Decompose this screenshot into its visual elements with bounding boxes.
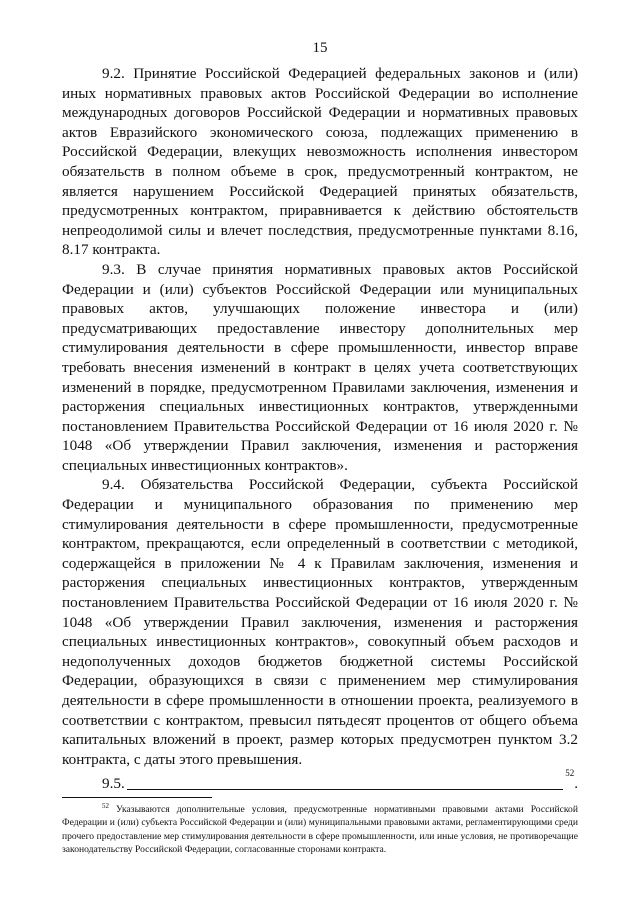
paragraph-9-3: 9.3. В случае принятия нормативных правовых актов Российской Федерации и (или) субъектов Российской Федерации или муниципальных правовых актов, улучшающих положение инвестора и (или) предусматривающих предоставление инвестору дополнительных мер стимулирования деятельности в сфере промышленности, инвестор вправе требовать внесения изменений в контракт в целях учета соответствующих изменений в порядке, предусмотренном Правилами заключения, изменения и расторжения специальных инвестиционных контрактов, утвержденными постановлением Правительства Российской Федерации от 16 июля 2020 г. № 1048 «Об утверждении Правил заключения, изменения и расторжения специальных инвестиционных контрактов».: [62, 260, 578, 474]
footnote-text: Указываются дополнительные условия, предусмотренные нормативными правовыми актами Российской Федерации и (или) субъекта Российской Федерации и (или) муниципальными правовыми актами, регламентирующими среди прочего предоставление мер стимулирования деятельности в сфере промышленности, или иные условия, не противоречащие законодательству Российской Федерации, согласованные сторонами контракта.: [62, 804, 578, 856]
paragraph-9-2: 9.2. Принятие Российской Федерацией федеральных законов и (или) иных нормативных правовых актов Российской Федерации во исполнение международных договоров Российской Федерации и нормативных правовых актов Евразийского экономического союза, подлежащих применению в Российской Федерации, влекущих невозможность исполнения инвестором обязательств в полном объеме в срок, предусмотренный контрактом, не является нарушением Российской Федерацией принятых обязательств, предусмотренных контрактом, приравнивается к действию обстоятельств непреодолимой силы и влечет последствия, предусмотренные пунктами 8.16, 8.17 контракта.: [62, 65, 578, 259]
paragraph-9-5-label: 9.5.: [102, 774, 125, 792]
document-body: [62, 64, 578, 793]
footnote-reference: 52: [565, 767, 575, 778]
paragraph-9-5-end: .: [574, 774, 578, 792]
page-number: 15: [312, 40, 328, 56]
footnote-separator: [62, 797, 212, 798]
footnote-52: [62, 803, 578, 857]
paragraph-9-5: [62, 769, 578, 793]
footnote-number: 52: [102, 801, 109, 810]
blank-fill-line: [127, 771, 563, 790]
paragraph-9-4: 9.4. Обязательства Российской Федерации, субъекта Российской Федерации и муниципального образования по применению мер стимулирования деятельности в сфере промышленности, предусмотренные контрактом, прекращаются, если определенный в соответствии с методикой, содержащейся в приложении № 4 к Правилам заключения, изменения и расторжения специальных инвестиционных контрактов, утвержденным постановлением Правительства Российской Федерации от 16 июля 2020 г. № 1048 «Об утверждении Правил заключения, изменения и расторжения специальных инвестиционных контрактов», совокупный объем расходов и недополученных доходов бюджетов бюджетной системы Российской Федерации, образующихся в связи с применением мер стимулирования деятельности в сфере промышленности в отношении проекта, реализуемого в соответствии с контрактом, превысил пятьдесят процентов от общего объема капитальных вложений в проект, размер которых предусмотрен пунктом 3.2 контракта, с даты этого превышения.: [62, 476, 578, 768]
